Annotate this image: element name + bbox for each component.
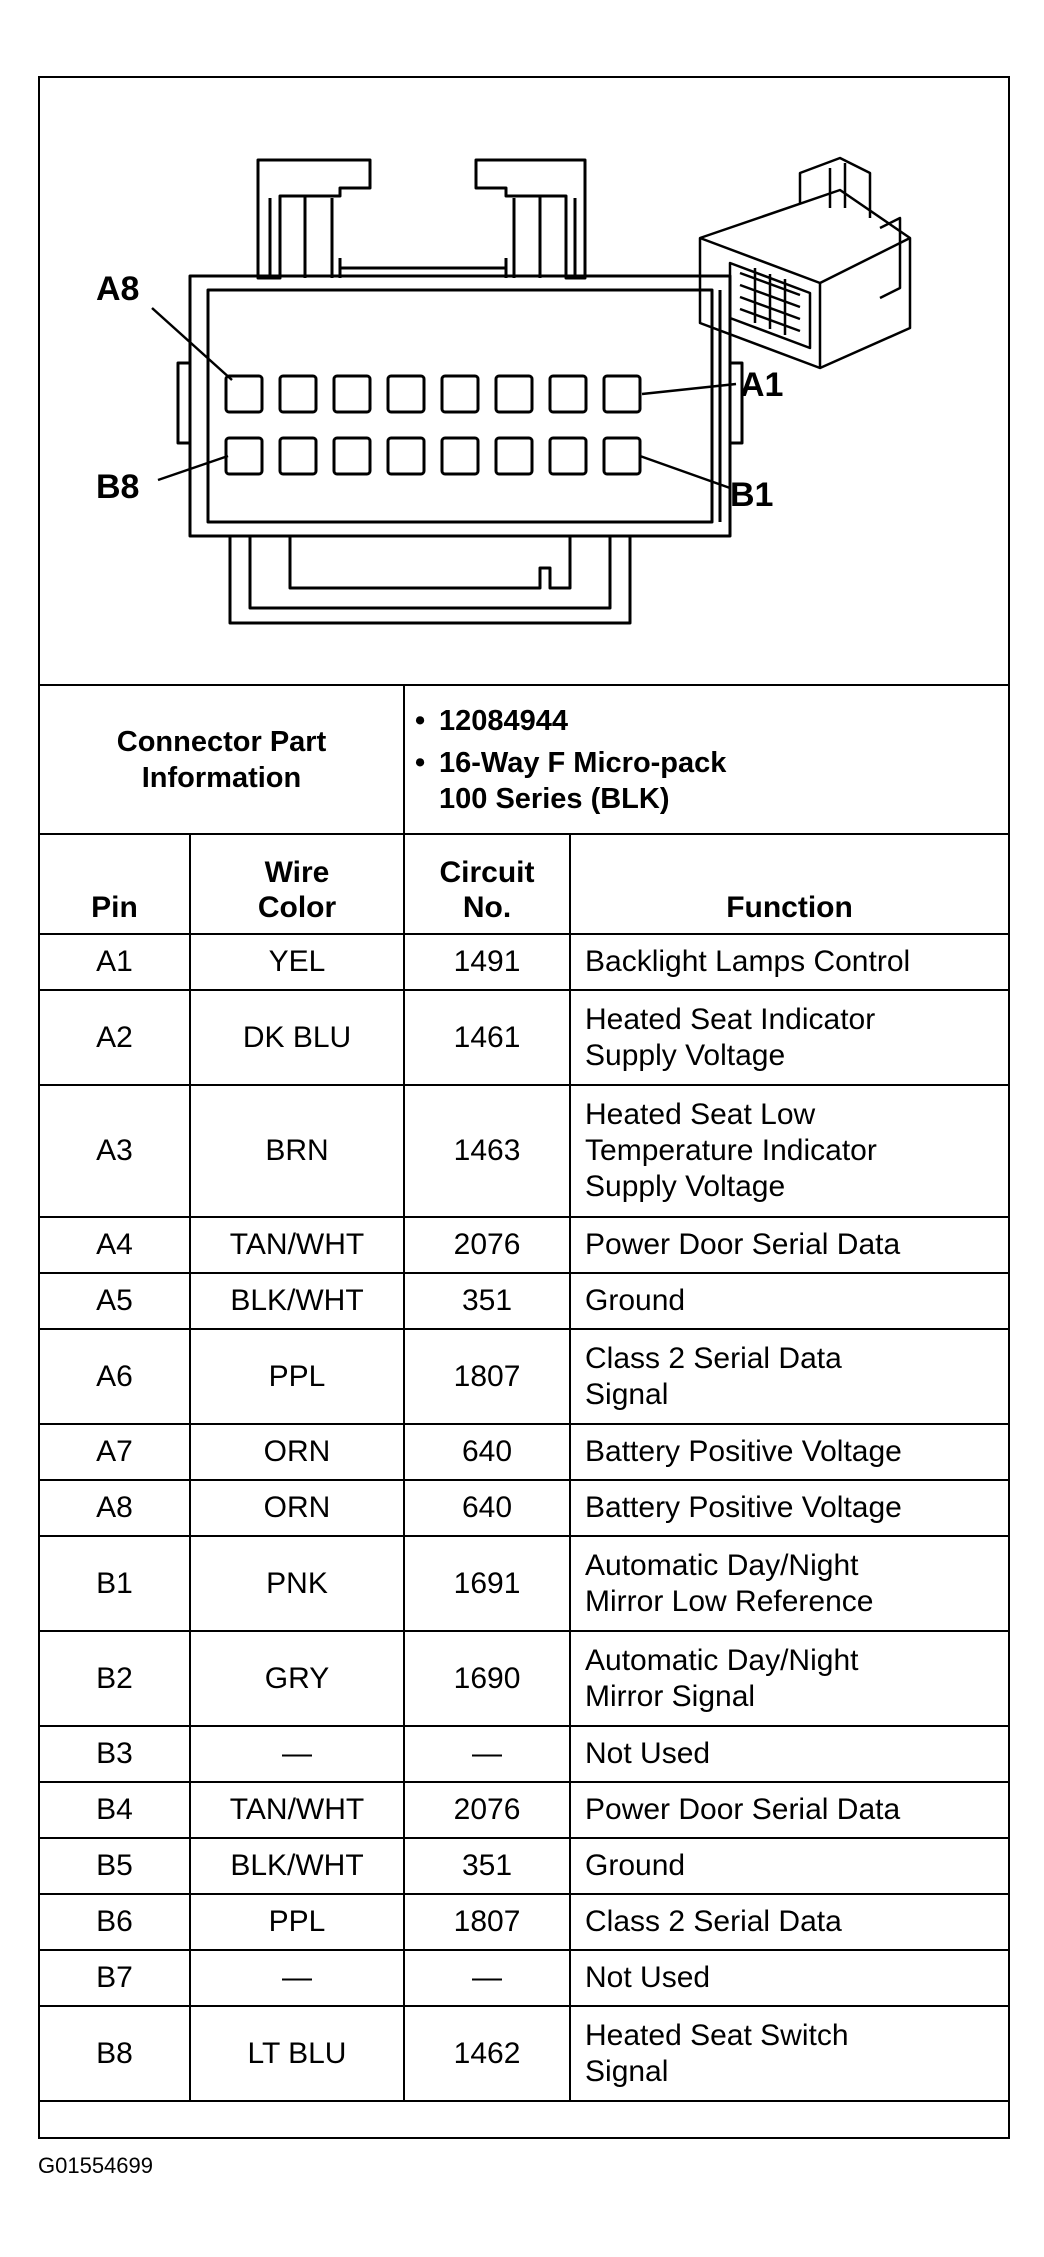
connector-frame — [38, 76, 1010, 2139]
circuit-cell: 1462 — [404, 2006, 570, 2101]
circuit-cell: 1807 — [404, 1329, 570, 1424]
pin-cell: A4 — [40, 1217, 190, 1273]
wire-color-cell: ORN — [190, 1480, 404, 1536]
circuit-cell: 2076 — [404, 1217, 570, 1273]
circuit-cell: 1691 — [404, 1536, 570, 1631]
connector-description-line1: 16-Way F Micro-pack — [439, 746, 727, 779]
circuit-cell: 1461 — [404, 990, 570, 1085]
function-cell — [570, 1480, 1008, 1536]
circuit-cell: 351 — [404, 1273, 570, 1329]
function-line: Signal — [585, 2054, 669, 2088]
pin-cell: B1 — [40, 1536, 190, 1631]
function-line: Heated Seat Switch — [585, 2018, 849, 2052]
part-number: 12084944 — [439, 704, 569, 737]
function-cell — [570, 1782, 1008, 1838]
table-row — [40, 1217, 1008, 1273]
circuit-cell: 1690 — [404, 1631, 570, 1726]
pin-label-b8: B8 — [96, 468, 140, 506]
function-line: Ground — [585, 1849, 686, 1882]
function-cell — [570, 934, 1008, 990]
function-line: Heated Seat Indicator — [585, 1002, 876, 1036]
pin-cell: B6 — [40, 1894, 190, 1950]
pin-label-b1: B1 — [730, 476, 774, 514]
pin-cell: B4 — [40, 1782, 190, 1838]
wire-color-cell: PPL — [190, 1894, 404, 1950]
wire-color-cell: ORN — [190, 1424, 404, 1480]
wire-color-cell: LT BLU — [190, 2006, 404, 2101]
wire-color-cell: TAN/WHT — [190, 1217, 404, 1273]
pin-row-a — [226, 376, 640, 412]
pin-row-b — [226, 438, 640, 474]
function-line: Backlight Lamps Control — [585, 945, 911, 978]
function-line: Power Door Serial Data — [585, 1793, 901, 1826]
wire-color-cell: DK BLU — [190, 990, 404, 1085]
pin-cell: B3 — [40, 1726, 190, 1782]
pinout-table — [40, 684, 1008, 2102]
pin-cell: B5 — [40, 1838, 190, 1894]
circuit-cell: 640 — [404, 1424, 570, 1480]
table-row — [40, 2006, 1008, 2101]
table-row — [40, 1838, 1008, 1894]
connector-info-row — [40, 685, 1008, 834]
function-line: Heated Seat Low — [585, 1098, 816, 1131]
connector-description-line2: 100 Series (BLK) — [439, 782, 670, 815]
table-header-row — [40, 834, 1008, 934]
function-line: Class 2 Serial Data — [585, 1905, 842, 1938]
circuit-cell: — — [404, 1950, 570, 2006]
connector-info-label-line1: Connector Part — [116, 725, 327, 758]
header-circuit-no: Circuit No. — [404, 834, 570, 934]
function-cell — [570, 1536, 1008, 1631]
table-row — [40, 1631, 1008, 1726]
function-cell — [570, 1950, 1008, 2006]
function-line: Temperature Indicator — [585, 1134, 877, 1167]
connector-info-values: • 12084944 • 16-Way F Micro-pack 100 Series (BLK) — [404, 685, 1008, 834]
pin-cell: A5 — [40, 1273, 190, 1329]
pin-cell: B7 — [40, 1950, 190, 2006]
function-line: Battery Positive Voltage — [585, 1435, 902, 1468]
function-cell — [570, 1273, 1008, 1329]
function-cell — [570, 1726, 1008, 1782]
wire-color-cell: — — [190, 1726, 404, 1782]
wire-color-cell: BLK/WHT — [190, 1838, 404, 1894]
function-line: Power Door Serial Data — [585, 1228, 901, 1261]
wire-color-cell: GRY — [190, 1631, 404, 1726]
circuit-cell: 351 — [404, 1838, 570, 1894]
pin-label-a1: A1 — [740, 366, 784, 404]
function-line: Ground — [585, 1284, 686, 1317]
pin-cell: B2 — [40, 1631, 190, 1726]
table-row — [40, 1894, 1008, 1950]
function-line: Mirror Signal — [585, 1679, 756, 1713]
table-row — [40, 1329, 1008, 1424]
function-line: Supply Voltage — [585, 1170, 786, 1203]
connector-diagram — [40, 78, 1008, 686]
pin-cell: A1 — [40, 934, 190, 990]
wire-color-cell: TAN/WHT — [190, 1782, 404, 1838]
connector-info-label — [40, 685, 404, 834]
header-function: Function — [570, 834, 1008, 934]
header-wire-color: Wire Color — [190, 834, 404, 934]
connector-info-label-line2: Information — [141, 761, 302, 794]
wire-color-cell: — — [190, 1950, 404, 2006]
table-row — [40, 1424, 1008, 1480]
pin-cell: A3 — [40, 1085, 190, 1217]
pin-cell: A7 — [40, 1424, 190, 1480]
wire-color-cell: YEL — [190, 934, 404, 990]
circuit-cell: 1807 — [404, 1894, 570, 1950]
table-row — [40, 934, 1008, 990]
circuit-cell: 1491 — [404, 934, 570, 990]
table-row — [40, 990, 1008, 1085]
function-line: Automatic Day/Night — [585, 1548, 859, 1582]
circuit-cell: 640 — [404, 1480, 570, 1536]
pinout-rows — [40, 934, 1008, 2101]
function-line: Mirror Low Reference — [585, 1584, 874, 1618]
function-cell — [570, 1424, 1008, 1480]
function-line: Supply Voltage — [585, 1038, 786, 1072]
function-line: Automatic Day/Night — [585, 1643, 859, 1677]
function-cell — [570, 990, 1008, 1085]
figure-id: G01554699 — [38, 2153, 153, 2178]
connector-face-drawing — [40, 78, 1008, 684]
wire-color-cell: PNK — [190, 1536, 404, 1631]
pin-label-a8: A8 — [96, 270, 140, 308]
pin-cell: A8 — [40, 1480, 190, 1536]
circuit-cell: 2076 — [404, 1782, 570, 1838]
table-row — [40, 1480, 1008, 1536]
function-line: Battery Positive Voltage — [585, 1491, 902, 1524]
function-cell — [570, 1329, 1008, 1424]
function-line: Not Used — [585, 1737, 711, 1770]
function-cell — [570, 1894, 1008, 1950]
table-row — [40, 1950, 1008, 2006]
function-line: Signal — [585, 1377, 669, 1411]
pin-cell: A6 — [40, 1329, 190, 1424]
function-cell — [570, 1838, 1008, 1894]
function-line: Class 2 Serial Data — [585, 1341, 842, 1375]
table-row — [40, 1726, 1008, 1782]
pin-cell: A2 — [40, 990, 190, 1085]
wire-color-cell: PPL — [190, 1329, 404, 1424]
function-cell — [570, 1085, 1008, 1217]
circuit-cell: 1463 — [404, 1085, 570, 1217]
table-row — [40, 1085, 1008, 1217]
circuit-cell: — — [404, 1726, 570, 1782]
header-pin: Pin — [40, 834, 190, 934]
wire-color-cell: BRN — [190, 1085, 404, 1217]
pin-cell: B8 — [40, 2006, 190, 2101]
table-row — [40, 1273, 1008, 1329]
function-cell — [570, 2006, 1008, 2101]
table-row — [40, 1782, 1008, 1838]
wire-color-cell: BLK/WHT — [190, 1273, 404, 1329]
function-line: Not Used — [585, 1961, 711, 1994]
function-cell — [570, 1631, 1008, 1726]
function-cell — [570, 1217, 1008, 1273]
table-row — [40, 1536, 1008, 1631]
